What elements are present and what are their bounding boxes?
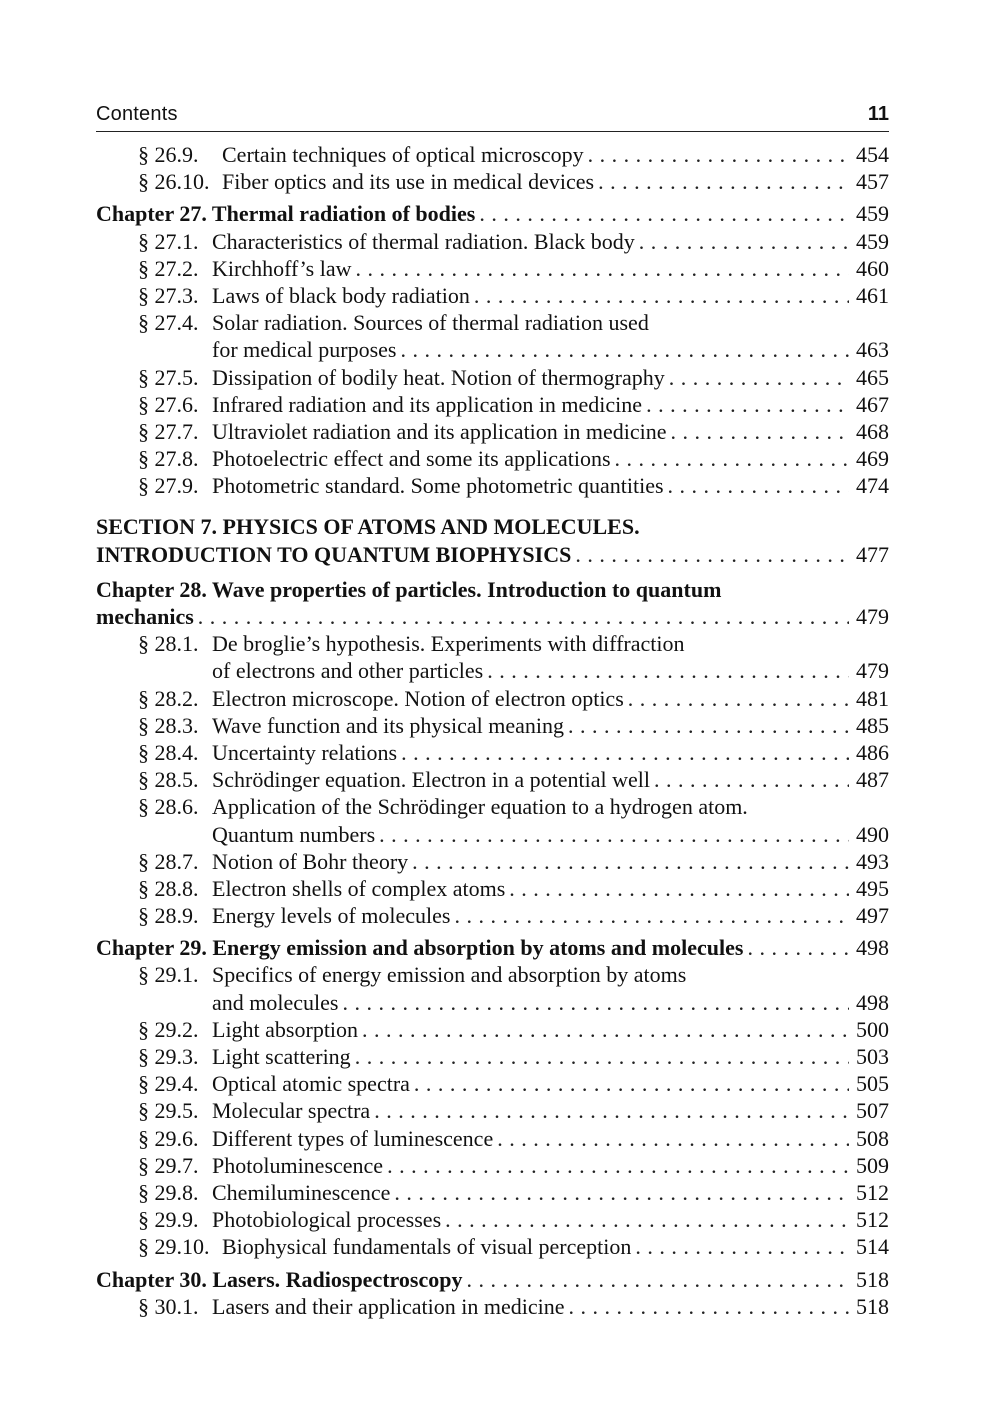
toc-entry[interactable]: § 29.7. Photoluminescence . . . 509 [96, 1152, 889, 1179]
toc-entry[interactable]: § 29.8. Chemiluminescence . . . 512 [96, 1179, 889, 1206]
toc-entry[interactable]: § 27.3. Laws of black body radiation . . . 461 [96, 282, 889, 309]
toc-entry[interactable]: § 27.5. Dissipation of bodily heat. Notion of thermography . . . 465 [96, 364, 889, 391]
toc-entry[interactable]: § 27.1. Characteristics of thermal radiation. Black body . . . 459 [96, 228, 889, 255]
toc-entry[interactable]: § 28.8. Electron shells of complex atoms . . . 495 [96, 875, 889, 902]
toc-chapter[interactable]: Chapter 28. Wave properties of particles. Introduction to quantum [96, 576, 722, 602]
toc-section-heading-continuation[interactable]: INTRODUCTION TO QUANTUM BIOPHYSICS . . . 477 [96, 541, 889, 568]
toc-entry[interactable]: § 28.5. Schrödinger equation. Electron in a potential well . . . 487 [96, 766, 889, 793]
toc-entry[interactable]: § 27.2. Kirchhoff’s law . . . 460 [96, 255, 889, 282]
toc-entry[interactable]: § 29.5. Molecular spectra . . . 507 [96, 1097, 889, 1124]
toc-chapter[interactable]: Chapter 27. Thermal radiation of bodies . . . 459 [96, 200, 889, 227]
toc-entry[interactable]: § 28.9. Energy levels of molecules . . . 497 [96, 902, 889, 929]
toc-entry[interactable]: § 27.7. Ultraviolet radiation and its application in medicine . . . 468 [96, 418, 889, 445]
header-title: Contents [96, 103, 178, 125]
toc-entry[interactable]: § 28.1. De broglie’s hypothesis. Experiments with diffraction [138, 631, 685, 657]
toc-chapter-continuation[interactable]: mechanics . . . 479 [96, 603, 889, 630]
toc-entry[interactable]: § 27.9. Photometric standard. Some photometric quantities . . . 474 [96, 472, 889, 499]
page-number: 11 [867, 103, 889, 125]
toc-chapter[interactable]: Chapter 30. Lasers. Radiospectroscopy . . . 518 [96, 1266, 889, 1293]
toc-entry[interactable]: § 30.1. Lasers and their application in medicine . . . 518 [96, 1293, 889, 1320]
table-of-contents [96, 141, 889, 1320]
toc-entry[interactable]: § 28.3. Wave function and its physical meaning . . . 485 [96, 712, 889, 739]
toc-entry[interactable]: § 28.2. Electron microscope. Notion of electron optics . . . 481 [96, 685, 889, 712]
toc-entry[interactable]: § 29.1. Specifics of energy emission and absorption by atoms [138, 962, 687, 988]
toc-section-heading[interactable]: SECTION 7. PHYSICS OF ATOMS AND MOLECULES. [96, 514, 640, 540]
toc-entry-continuation[interactable]: Quantum numbers . . . 490 [96, 821, 889, 848]
toc-entry[interactable]: § 29.6. Different types of luminescence . . . 508 [96, 1125, 889, 1152]
toc-entry[interactable]: § 29.9. Photobiological processes . . . 512 [96, 1206, 889, 1233]
toc-entry-continuation[interactable]: and molecules . . . 498 [96, 989, 889, 1016]
toc-entry[interactable]: § 29.10. Biophysical fundamentals of visual perception . . . 514 [96, 1233, 889, 1260]
toc-entry[interactable]: § 28.4. Uncertainty relations . . . 486 [96, 739, 889, 766]
toc-entry[interactable]: § 27.4. Solar radiation. Sources of thermal radiation used [138, 310, 649, 336]
toc-entry[interactable]: § 27.8. Photoelectric effect and some its applications . . . 469 [96, 445, 889, 472]
toc-entry[interactable]: § 29.3. Light scattering . . . 503 [96, 1043, 889, 1070]
toc-entry-continuation[interactable]: for medical purposes . . . 463 [96, 336, 889, 363]
toc-entry-continuation[interactable]: of electrons and other particles . . . 479 [96, 657, 889, 684]
toc-entry[interactable]: § 26.10. Fiber optics and its use in medical devices . . . 457 [96, 168, 889, 195]
toc-entry[interactable]: § 29.2. Light absorption . . . 500 [96, 1016, 889, 1043]
toc-chapter[interactable]: Chapter 29. Energy emission and absorption by atoms and molecules . . . 498 [96, 934, 889, 961]
toc-entry[interactable]: § 28.7. Notion of Bohr theory . . . 493 [96, 848, 889, 875]
running-header [96, 103, 889, 132]
toc-entry[interactable]: § 27.6. Infrared radiation and its application in medicine . . . 467 [96, 391, 889, 418]
toc-entry[interactable]: § 28.6. Application of the Schrödinger equation to a hydrogen atom. [138, 794, 748, 820]
toc-entry[interactable]: § 29.4. Optical atomic spectra . . . 505 [96, 1070, 889, 1097]
toc-entry[interactable]: § 26.9. Certain techniques of optical microscopy . . . 454 [96, 141, 889, 168]
